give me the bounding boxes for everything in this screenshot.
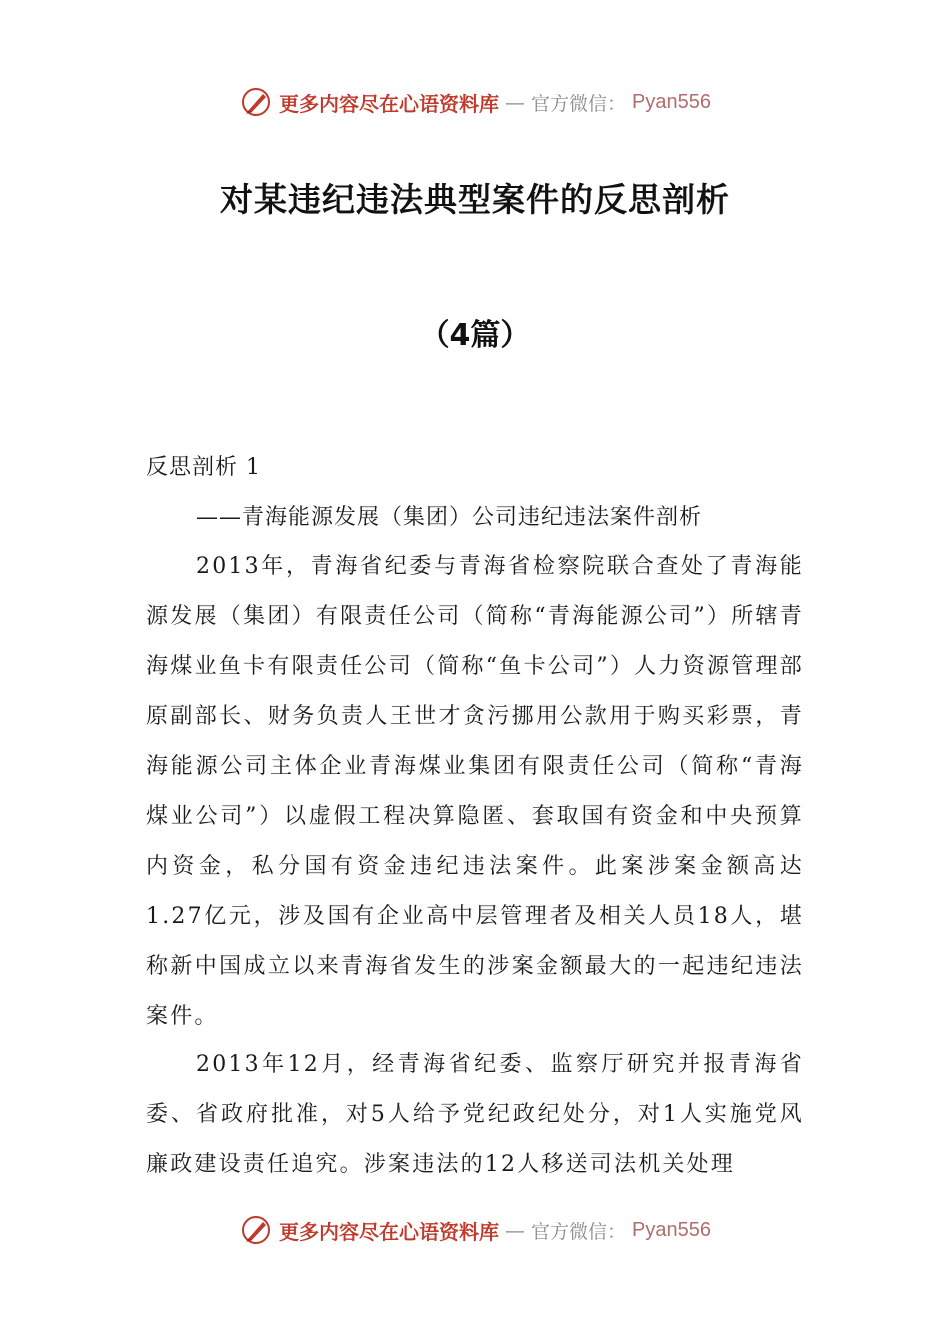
watermark-separator: —: [505, 90, 525, 114]
watermark-label: 官方微信：: [531, 1220, 627, 1243]
pen-logo-icon: [239, 85, 273, 119]
watermark-wechat-id: Pyan556: [632, 1218, 711, 1241]
body-paragraph: 2013年12月，经青海省纪委、监察厅研究并报青海省委、省政府批准，对5人给予党纪政纪处分，对1人实施党风廉政建设责任追究。涉案违法的12人移送司法机关处理: [146, 1052, 804, 1177]
section-heading: 反思剖析 1: [146, 455, 261, 480]
section-byline: ——青海能源发展（集团）公司违纪违法案件剖析: [196, 505, 703, 530]
document-title: 对某违纪违法典型案件的反思剖析: [220, 180, 730, 219]
watermark-brand: 更多内容尽在心语资料库: [279, 1219, 499, 1244]
pen-logo-icon: [239, 1213, 273, 1247]
watermark-banner-top: [0, 82, 950, 122]
watermark-wechat-id: Pyan556: [632, 90, 711, 113]
document-subtitle: （4篇）: [419, 318, 531, 353]
watermark-separator: —: [505, 1218, 525, 1242]
body-paragraph: 2013年，青海省纪委与青海省检察院联合查处了青海能源发展（集团）有限责任公司（简称“青海能源公司”）所辖青海煤业鱼卡有限责任公司（简称“鱼卡公司”）人力资源管理部原副部长、财务负责人王世才贪污挪用公款用于购买彩票，青海能源公司主体企业青海煤业集团有限责任公司（简称“青海煤业公司”）以虚假工程决算隐匿、套取国有资金和中央预算内资金，私分国有资金违纪违法案件。此案涉案金额高达1.27亿元，涉及国有企业高中层管理者及相关人员18人，堪称新中国成立以来青海省发生的涉案金额最大的一起违纪违法案件。: [146, 554, 804, 1029]
watermark-banner-bottom: [0, 1210, 950, 1250]
watermark-label: 官方微信：: [531, 92, 627, 115]
watermark-brand: 更多内容尽在心语资料库: [279, 91, 499, 116]
